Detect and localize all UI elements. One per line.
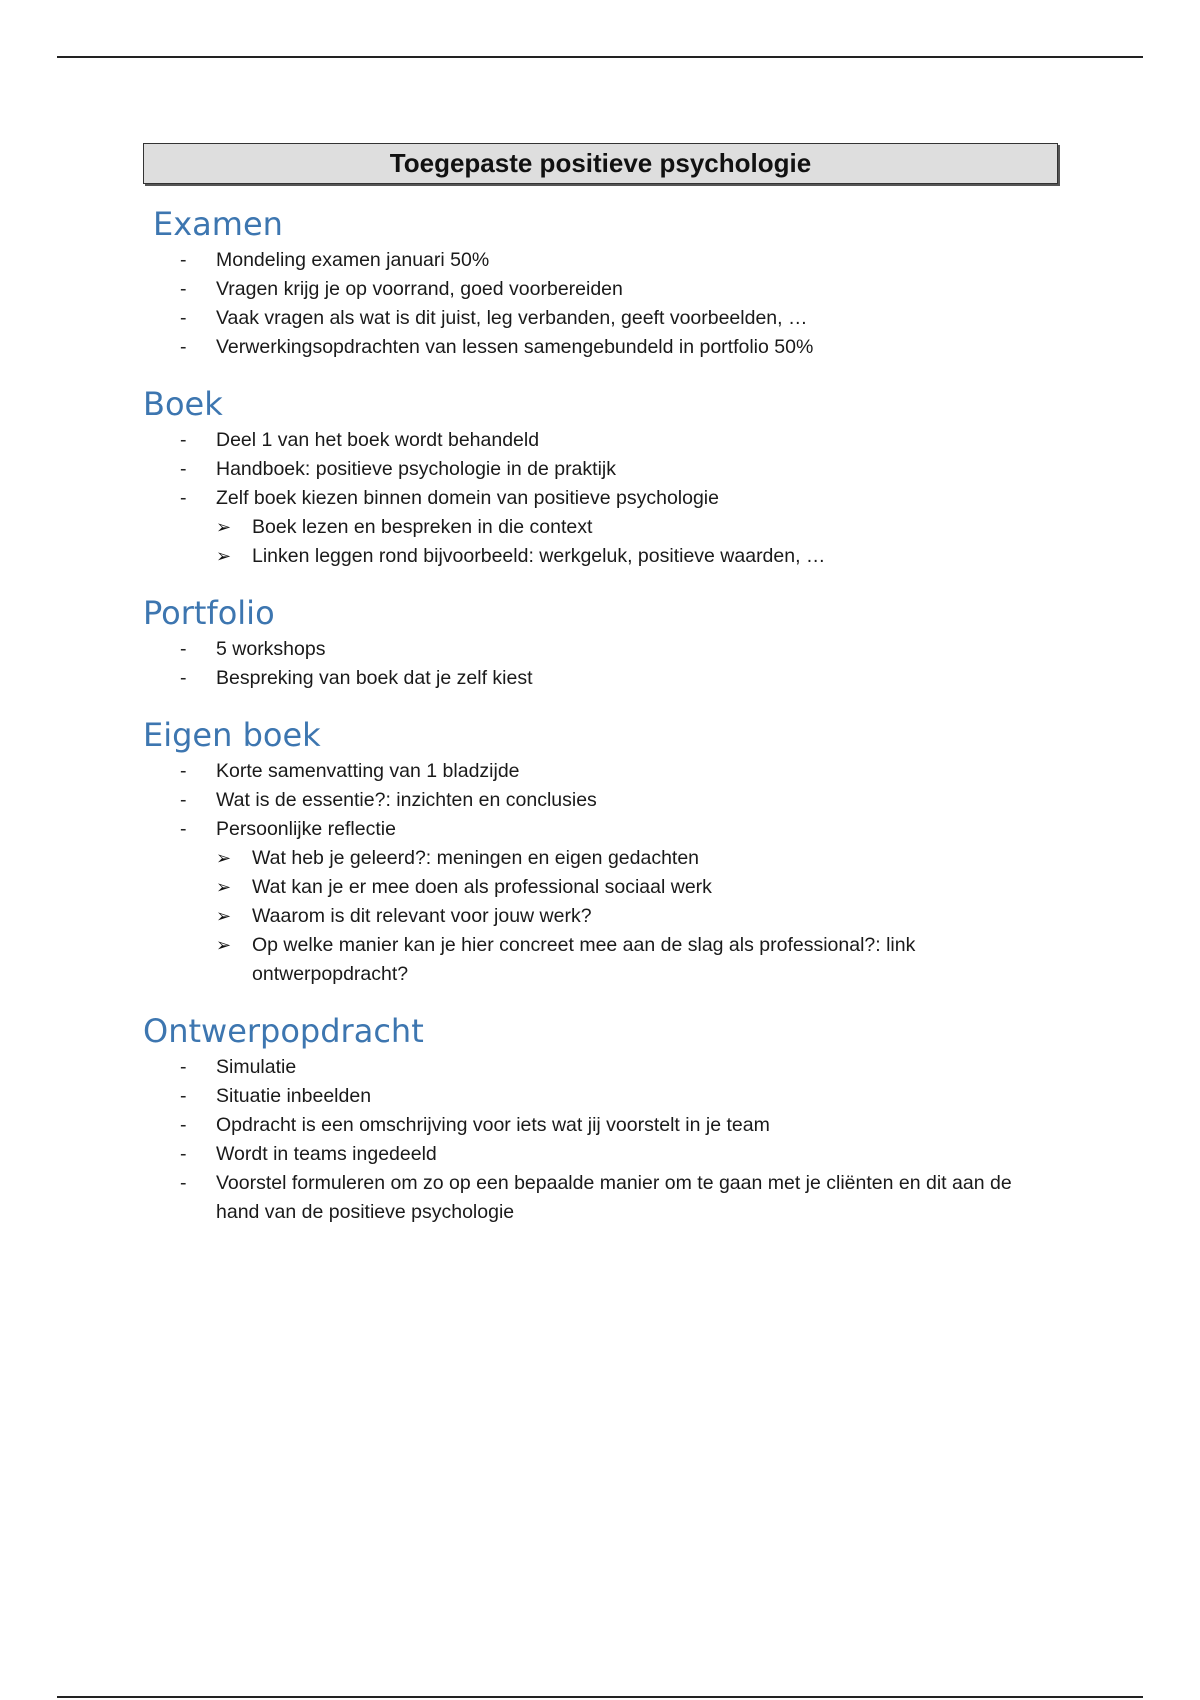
list-item: - Wat is de essentie?: inzichten en conclusies <box>143 786 1057 815</box>
list-eigen-boek <box>143 757 1057 844</box>
list-examen <box>143 246 1057 362</box>
list-item: - Mondeling examen januari 50% <box>143 246 1057 275</box>
sub-list-item: ➢ Wat kan je er mee doen als professional sociaal werk <box>143 873 1057 902</box>
list-item: - Verwerkingsopdrachten van lessen samengebundeld in portfolio 50% <box>143 333 1057 362</box>
list-item: - Situatie inbeelden <box>143 1082 1057 1111</box>
list-item: - Bespreking van boek dat je zelf kiest <box>143 664 1057 693</box>
list-item: - Opdracht is een omschrijving voor iets wat jij voorstelt in je team <box>143 1111 1057 1140</box>
list-item: - Handboek: positieve psychologie in de praktijk <box>143 455 1057 484</box>
sub-list-item: ➢ Waarom is dit relevant voor jouw werk? <box>143 902 1057 931</box>
document-title-box <box>143 143 1058 184</box>
heading-eigen-boek: Eigen boek <box>143 716 321 754</box>
list-item: - Simulatie <box>143 1053 1057 1082</box>
sub-list-item: ➢ Linken leggen rond bijvoorbeeld: werkgeluk, positieve waarden, … <box>143 542 1057 571</box>
list-item: - Zelf boek kiezen binnen domein van positieve psychologie <box>143 484 1057 513</box>
list-portfolio <box>143 635 1057 693</box>
footer-rule <box>57 1696 1143 1698</box>
list-boek <box>143 426 1057 513</box>
list-item: - Vaak vragen als wat is dit juist, leg verbanden, geeft voorbeelden, … <box>143 304 1057 333</box>
header-rule <box>57 56 1143 58</box>
list-ontwerpopdracht <box>143 1053 1057 1227</box>
list-item: - Korte samenvatting van 1 bladzijde <box>143 757 1057 786</box>
sublist-eigen-boek <box>143 844 1057 989</box>
sub-list-item: ➢ Wat heb je geleerd?: meningen en eigen gedachten <box>143 844 1057 873</box>
list-item: - Vragen krijg je op voorrand, goed voorbereiden <box>143 275 1057 304</box>
document-body <box>143 143 1057 1227</box>
sub-list-item: ➢ Boek lezen en bespreken in die context <box>143 513 1057 542</box>
sublist-boek <box>143 513 1057 571</box>
heading-examen: Examen <box>153 205 283 243</box>
heading-boek: Boek <box>143 385 223 423</box>
list-item: - 5 workshops <box>143 635 1057 664</box>
heading-ontwerpopdracht: Ontwerpopdracht <box>143 1012 424 1050</box>
list-item: - Wordt in teams ingedeeld <box>143 1140 1057 1169</box>
heading-portfolio: Portfolio <box>143 594 275 632</box>
list-item: - Persoonlijke reflectie <box>143 815 1057 844</box>
sub-list-item: ➢ Op welke manier kan je hier concreet mee aan de slag als professional?: link ontwerpopdracht? <box>143 931 1057 989</box>
document-title: Toegepaste positieve psychologie <box>389 148 812 178</box>
list-item: - Voorstel formuleren om zo op een bepaalde manier om te gaan met je cliënten en dit aan de hand van de positieve psychologie <box>143 1169 1057 1227</box>
list-item: - Deel 1 van het boek wordt behandeld <box>143 426 1057 455</box>
